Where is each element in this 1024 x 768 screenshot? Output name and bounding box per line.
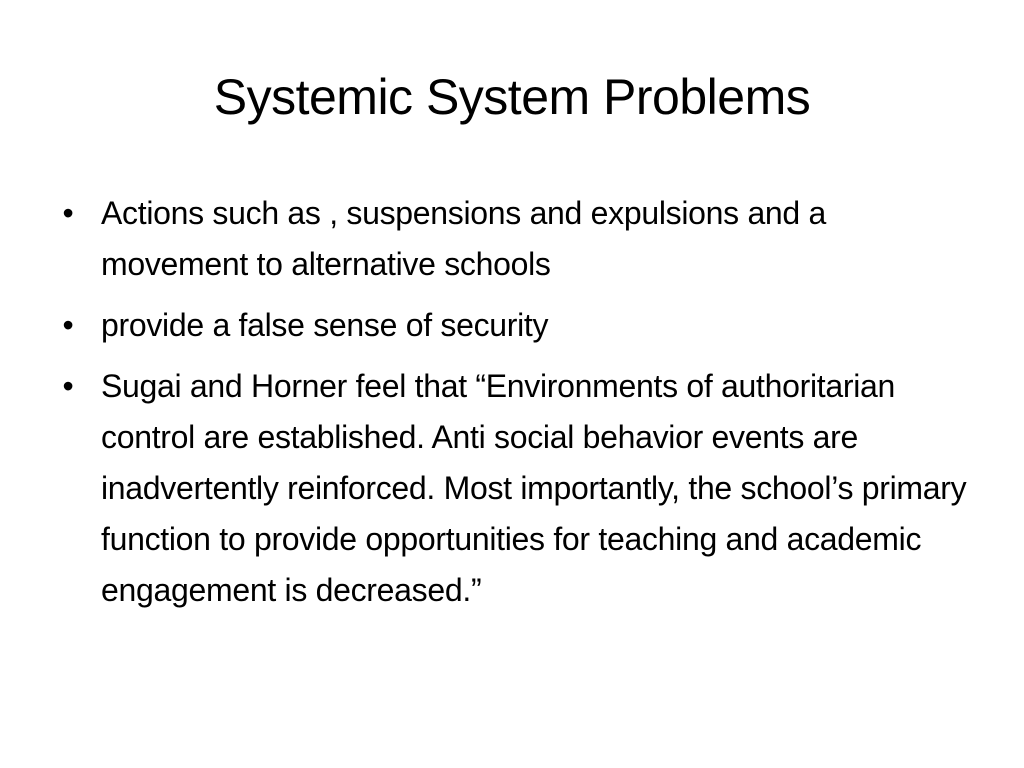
slide-title: Systemic System Problems xyxy=(213,69,811,125)
bullet-icon: • xyxy=(62,368,74,404)
bullet-list xyxy=(58,188,968,626)
bullet-text: provide a false sense of security xyxy=(101,307,549,343)
bullet-item xyxy=(58,188,968,290)
bullet-text: Actions such as , suspensions and expulsions and a movement to alternative schools xyxy=(101,195,827,282)
bullet-item xyxy=(58,361,968,616)
bullet-icon: • xyxy=(62,195,74,231)
bullet-item xyxy=(58,300,968,351)
bullet-text: Sugai and Horner feel that “Environments of authoritarian control are established. Anti social behavior events are inadvertently reinforced. Most importantly, the school’s primary function to provide opportunities for teaching and academic engagement is decreased.” xyxy=(101,368,967,608)
bullet-icon: • xyxy=(62,307,74,343)
